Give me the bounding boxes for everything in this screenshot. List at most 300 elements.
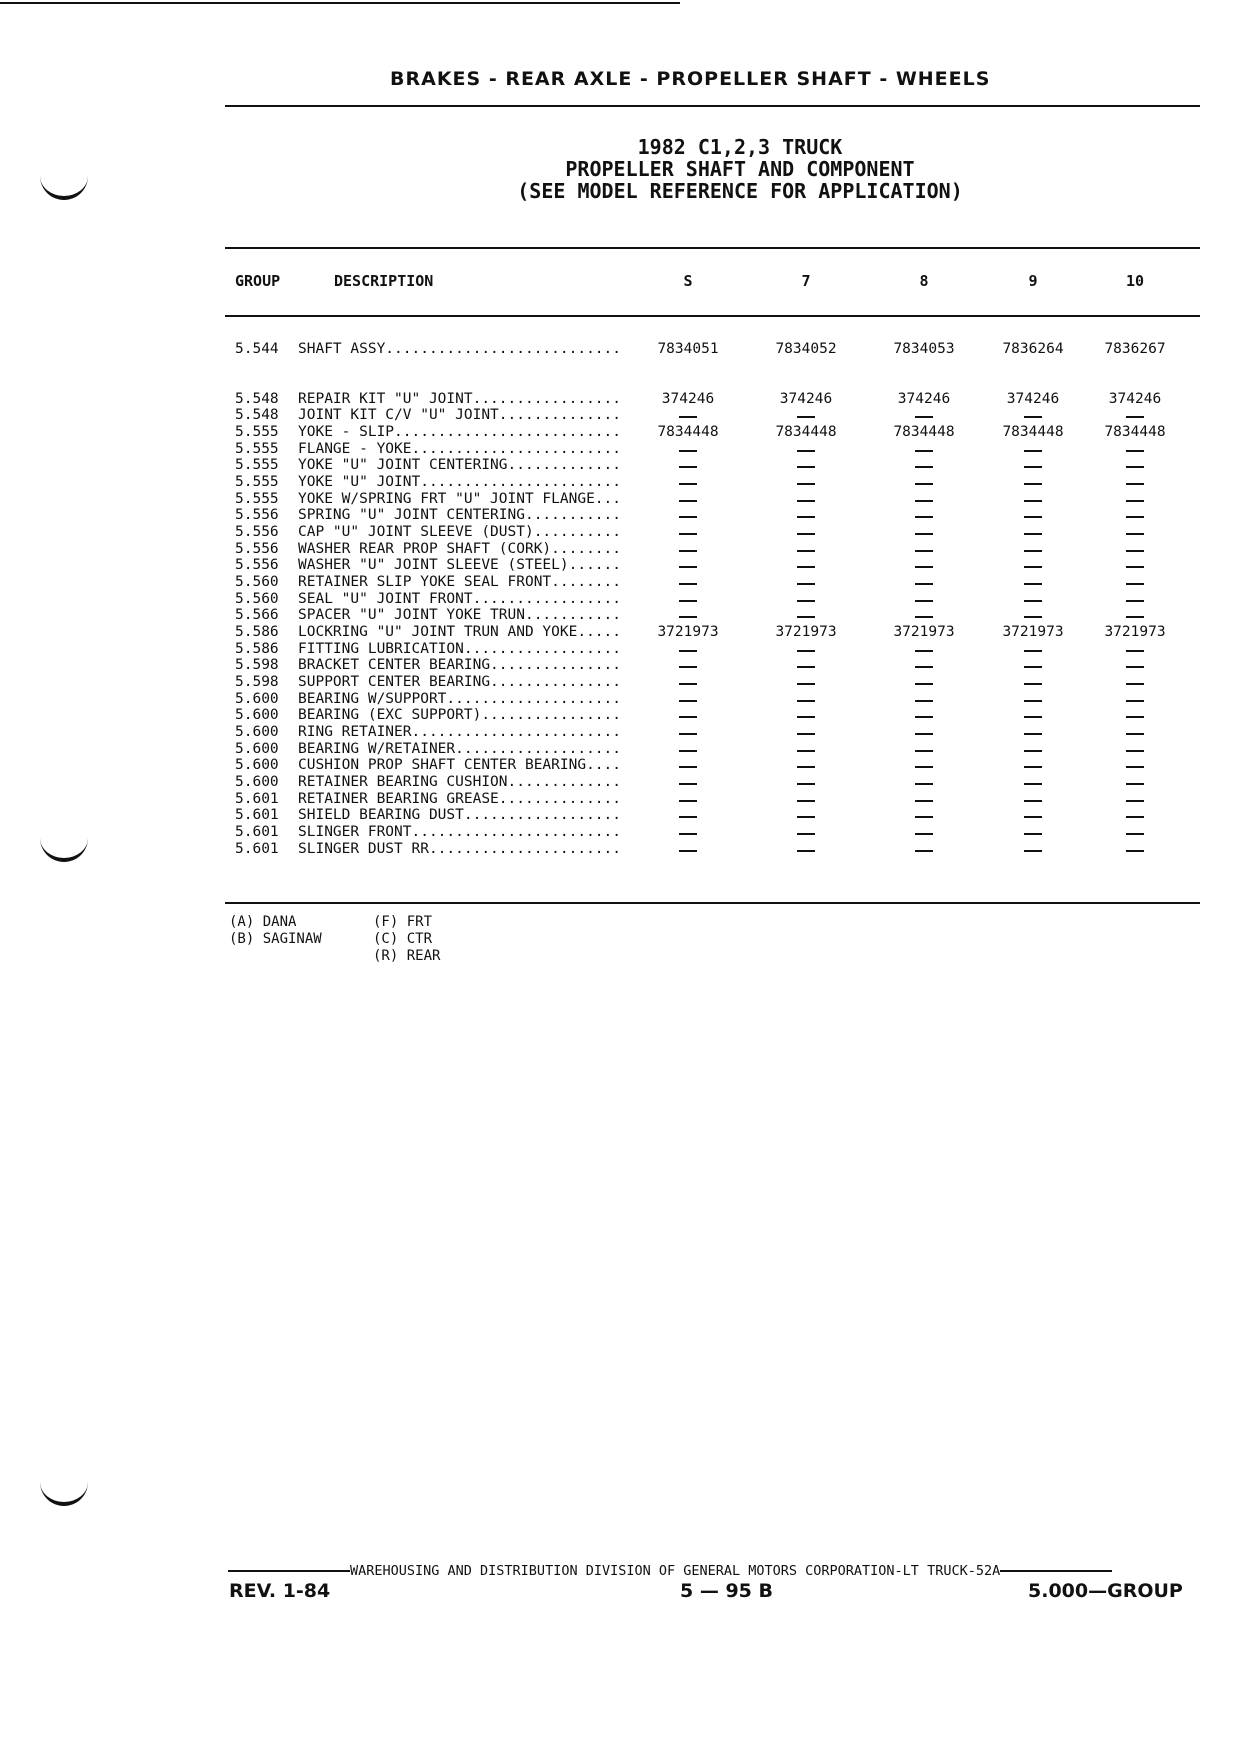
part-description: SLINGER DUST RR...................... [298,841,622,857]
not-applicable-dash [978,607,1088,624]
not-applicable-dash [869,807,979,824]
not-applicable-dash [1080,607,1190,624]
footer-division-text: WAREHOUSING AND DISTRIBUTION DIVISION OF GENERAL MOTORS CORPORATION-LT TRUCK-52A [350,1563,1001,1579]
dash-mark [915,650,933,652]
binder-hole-mark [40,172,88,200]
part-description: RETAINER BEARING GREASE.............. [298,791,622,807]
dash-mark [1024,466,1042,468]
dash-mark [1024,700,1042,702]
not-applicable-dash [1080,691,1190,708]
dash-mark [797,766,815,768]
not-applicable-dash [633,807,743,824]
part-description: WASHER REAR PROP SHAFT (CORK)........ [298,541,622,557]
group-number: 5.598 [235,657,279,673]
not-applicable-dash [1080,641,1190,658]
group-number: 5.556 [235,524,279,540]
not-applicable-dash [978,407,1088,424]
not-applicable-dash [978,674,1088,691]
not-applicable-dash [978,691,1088,708]
not-applicable-dash [869,824,979,841]
not-applicable-dash [869,657,979,674]
part-number: 7834448 [775,424,837,440]
group-number: 5.560 [235,574,279,590]
dash-mark [915,516,933,518]
not-applicable-dash [751,791,861,808]
dash-mark [1024,716,1042,718]
part-description: SPACER "U" JOINT YOKE TRUN........... [298,607,622,623]
dash-mark [1024,616,1042,618]
not-applicable-dash [978,791,1088,808]
top-edge-line [0,2,680,4]
table-row [0,841,1249,858]
not-applicable-dash [978,457,1088,474]
table-row [0,524,1249,541]
dash-mark [797,650,815,652]
dash-mark [1024,766,1042,768]
not-applicable-dash [869,457,979,474]
part-number: 374246 [1006,391,1060,407]
dash-mark [1024,800,1042,802]
dash-mark [1024,750,1042,752]
dash-mark [797,716,815,718]
dash-mark [797,516,815,518]
not-applicable-dash [633,707,743,724]
table-row [0,624,1249,641]
dash-mark [679,466,697,468]
dash-mark [915,716,933,718]
table-row [0,657,1249,674]
dash-mark [915,616,933,618]
part-description: SEAL "U" JOINT FRONT................. [298,591,622,607]
dash-mark [915,483,933,485]
part-number: 374246 [779,391,833,407]
part-number: 374246 [661,391,715,407]
dash-mark [797,733,815,735]
not-applicable-dash [1080,791,1190,808]
not-applicable-dash [751,557,861,574]
not-applicable-dash [1080,774,1190,791]
section-title: BRAKES - REAR AXLE - PROPELLER SHAFT - WHEELS [390,68,991,90]
not-applicable-dash [751,524,861,541]
not-applicable-dash [633,607,743,624]
not-applicable-dash [751,407,861,424]
not-applicable-dash [869,691,979,708]
dash-mark [1126,583,1144,585]
dash-mark [1126,466,1144,468]
dash-mark [1126,783,1144,785]
part-description: REPAIR KIT "U" JOINT................. [298,391,622,407]
part-description: SHAFT ASSY........................... [298,341,622,357]
group-number: 5.601 [235,841,279,857]
not-applicable-dash [633,774,743,791]
dash-mark [1126,816,1144,818]
dash-mark [1024,666,1042,668]
not-applicable-dash [633,524,743,541]
part-number: 374246 [897,391,951,407]
not-applicable-dash [1080,407,1190,424]
dash-mark [679,533,697,535]
group-number: 5.555 [235,457,279,473]
dash-mark [679,700,697,702]
not-applicable-dash [978,441,1088,458]
dash-mark [1126,733,1144,735]
not-applicable-dash [751,724,861,741]
not-applicable-dash [869,757,979,774]
not-applicable-dash [978,774,1088,791]
dash-mark [1126,600,1144,602]
header-rule [225,105,1200,107]
not-applicable-dash [1080,574,1190,591]
dash-mark [1024,650,1042,652]
dash-mark [1126,566,1144,568]
group-number: 5.601 [235,791,279,807]
not-applicable-dash [978,507,1088,524]
not-applicable-dash [978,474,1088,491]
dash-mark [915,733,933,735]
table-row [0,491,1249,508]
not-applicable-dash [751,457,861,474]
part-description: RETAINER SLIP YOKE SEAL FRONT........ [298,574,622,590]
dash-mark [679,650,697,652]
dash-mark [915,683,933,685]
not-applicable-dash [751,574,861,591]
note-item: (F) FRT [373,914,433,930]
note-item: (B) SAGINAW [229,931,322,947]
dash-mark [797,533,815,535]
not-applicable-dash [869,407,979,424]
table-row [0,607,1249,624]
group-number: 5.555 [235,491,279,507]
dash-mark [915,700,933,702]
dash-mark [1126,483,1144,485]
not-applicable-dash [978,557,1088,574]
dash-mark [679,783,697,785]
dash-mark [1024,850,1042,852]
not-applicable-dash [633,824,743,841]
title-line-2: PROPELLER SHAFT AND COMPONENT [565,157,915,181]
group-number: 5.600 [235,741,279,757]
dash-mark [915,816,933,818]
dash-mark [679,566,697,568]
table-row [0,474,1249,491]
footer-line [228,1563,1112,1579]
table-row [0,824,1249,841]
table-row [0,574,1249,591]
not-applicable-dash [978,757,1088,774]
dash-mark [679,483,697,485]
part-description: CUSHION PROP SHAFT CENTER BEARING.... [298,757,622,773]
dash-mark [797,750,815,752]
not-applicable-dash [869,557,979,574]
dash-mark [797,816,815,818]
not-applicable-dash [633,491,743,508]
column-header-model: 10 [1125,272,1145,290]
not-applicable-dash [633,657,743,674]
not-applicable-dash [633,591,743,608]
not-applicable-dash [1080,524,1190,541]
not-applicable-dash [633,841,743,858]
dash-mark [1126,550,1144,552]
part-description: FITTING LUBRICATION.................. [298,641,622,657]
part-number: 7834051 [657,341,719,357]
not-applicable-dash [751,807,861,824]
not-applicable-dash [1080,457,1190,474]
footer-rev: REV. 1-84 [229,1580,331,1602]
dash-mark [1126,500,1144,502]
not-applicable-dash [1080,491,1190,508]
not-applicable-dash [751,507,861,524]
dash-mark [915,600,933,602]
dash-mark [1024,483,1042,485]
dash-mark [1126,650,1144,652]
group-number: 5.586 [235,641,279,657]
not-applicable-dash [978,724,1088,741]
dash-mark [1126,516,1144,518]
part-description: BEARING W/SUPPORT.................... [298,691,622,707]
not-applicable-dash [869,774,979,791]
not-applicable-dash [1080,591,1190,608]
part-number: 3721973 [775,624,837,640]
dash-mark [679,766,697,768]
not-applicable-dash [1080,541,1190,558]
group-number: 5.601 [235,824,279,840]
note-item: (R) REAR [373,948,441,964]
column-header-model: 9 [1028,272,1038,290]
not-applicable-dash [869,541,979,558]
not-applicable-dash [633,474,743,491]
dash-mark [797,550,815,552]
not-applicable-dash [978,707,1088,724]
dash-mark [679,733,697,735]
dash-mark [1126,716,1144,718]
dash-mark [679,833,697,835]
dash-mark [679,750,697,752]
dash-mark [679,550,697,552]
part-description: BRACKET CENTER BEARING............... [298,657,622,673]
dash-mark [797,450,815,452]
group-number: 5.600 [235,724,279,740]
part-number: 7834448 [1002,424,1064,440]
part-description: LOCKRING "U" JOINT TRUN AND YOKE..... [298,624,622,640]
not-applicable-dash [869,474,979,491]
not-applicable-dash [633,407,743,424]
not-applicable-dash [633,691,743,708]
not-applicable-dash [869,441,979,458]
not-applicable-dash [978,741,1088,758]
dash-mark [1024,816,1042,818]
table-row [0,424,1249,441]
dash-mark [1024,733,1042,735]
not-applicable-dash [869,491,979,508]
dash-mark [797,833,815,835]
not-applicable-dash [1080,657,1190,674]
dash-mark [797,466,815,468]
notes-right [373,914,440,965]
not-applicable-dash [978,807,1088,824]
dash-mark [797,783,815,785]
not-applicable-dash [751,774,861,791]
part-number: 7834052 [775,341,837,357]
dash-mark [915,850,933,852]
not-applicable-dash [751,641,861,658]
dash-mark [679,616,697,618]
table-row [0,724,1249,741]
not-applicable-dash [751,757,861,774]
dash-mark [1126,450,1144,452]
part-description: SHIELD BEARING DUST.................. [298,807,622,823]
not-applicable-dash [633,724,743,741]
table-bottom-rule [225,902,1200,904]
not-applicable-dash [751,824,861,841]
not-applicable-dash [1080,741,1190,758]
not-applicable-dash [869,507,979,524]
part-description: SLINGER FRONT........................ [298,824,622,840]
page-title [440,136,1040,202]
dash-mark [915,783,933,785]
footer-group: 5.000—GROUP [1028,1580,1183,1602]
not-applicable-dash [633,641,743,658]
table-row [0,391,1249,408]
not-applicable-dash [1080,824,1190,841]
dash-mark [1126,416,1144,418]
dash-mark [797,800,815,802]
dash-mark [679,416,697,418]
group-number: 5.560 [235,591,279,607]
dash-mark [679,600,697,602]
part-description: BEARING (EXC SUPPORT)................ [298,707,622,723]
column-header-description: DESCRIPTION [334,272,434,290]
part-number: 3721973 [893,624,955,640]
notes-left [229,914,322,948]
dash-mark [1126,766,1144,768]
dash-mark [915,466,933,468]
not-applicable-dash [869,674,979,691]
dash-mark [1024,550,1042,552]
footer-line-rule-right [1000,1570,1112,1572]
table-row [0,341,1249,358]
group-number: 5.555 [235,474,279,490]
table-row [0,791,1249,808]
not-applicable-dash [633,557,743,574]
part-description: YOKE - SLIP.......................... [298,424,622,440]
not-applicable-dash [751,591,861,608]
not-applicable-dash [751,674,861,691]
not-applicable-dash [978,491,1088,508]
footer-line-rule-left [228,1570,350,1572]
part-number: 7834448 [1104,424,1166,440]
not-applicable-dash [869,607,979,624]
part-description: YOKE "U" JOINT....................... [298,474,622,490]
note-item: (A) DANA [229,914,297,930]
dash-mark [679,450,697,452]
not-applicable-dash [1080,707,1190,724]
not-applicable-dash [633,757,743,774]
dash-mark [1126,850,1144,852]
not-applicable-dash [869,524,979,541]
dash-mark [915,416,933,418]
dash-mark [1024,533,1042,535]
title-line-3: (SEE MODEL REFERENCE FOR APPLICATION) [517,179,963,203]
not-applicable-dash [869,591,979,608]
dash-mark [797,616,815,618]
dash-mark [679,850,697,852]
dash-mark [915,566,933,568]
part-number: 374246 [1108,391,1162,407]
dash-mark [797,500,815,502]
dash-mark [915,766,933,768]
not-applicable-dash [869,841,979,858]
not-applicable-dash [869,574,979,591]
dash-mark [679,683,697,685]
part-number: 3721973 [1104,624,1166,640]
not-applicable-dash [751,707,861,724]
table-row [0,757,1249,774]
table-row [0,641,1249,658]
not-applicable-dash [1080,807,1190,824]
footer-page-number: 5 — 95 B [680,1580,773,1602]
dash-mark [797,850,815,852]
not-applicable-dash [978,541,1088,558]
dash-mark [679,716,697,718]
not-applicable-dash [978,574,1088,591]
part-description: BEARING W/RETAINER................... [298,741,622,757]
table-row [0,507,1249,524]
group-number: 5.598 [235,674,279,690]
dash-mark [1126,833,1144,835]
note-item: (C) CTR [373,931,433,947]
dash-mark [915,800,933,802]
group-number: 5.556 [235,541,279,557]
dash-mark [1126,800,1144,802]
dash-mark [679,816,697,818]
dash-mark [679,500,697,502]
not-applicable-dash [751,841,861,858]
part-description: RING RETAINER........................ [298,724,622,740]
part-description: FLANGE - YOKE........................ [298,441,622,457]
not-applicable-dash [633,574,743,591]
part-number: 7834448 [893,424,955,440]
table-row [0,591,1249,608]
dash-mark [1126,616,1144,618]
dash-mark [797,700,815,702]
dash-mark [797,666,815,668]
dash-mark [797,566,815,568]
dash-mark [1126,750,1144,752]
dash-mark [915,833,933,835]
part-number: 3721973 [1002,624,1064,640]
not-applicable-dash [751,541,861,558]
part-number: 3721973 [657,624,719,640]
group-number: 5.566 [235,607,279,623]
table-row [0,674,1249,691]
dash-mark [797,600,815,602]
column-header-model: S [683,272,693,290]
dash-mark [679,516,697,518]
not-applicable-dash [633,507,743,524]
not-applicable-dash [978,641,1088,658]
dash-mark [797,583,815,585]
part-description: WASHER "U" JOINT SLEEVE (STEEL)...... [298,557,622,573]
not-applicable-dash [751,657,861,674]
part-description: SPRING "U" JOINT CENTERING........... [298,507,622,523]
column-header-group: GROUP [235,272,281,290]
part-description: CAP "U" JOINT SLEEVE (DUST).......... [298,524,622,540]
table-row [0,807,1249,824]
not-applicable-dash [633,741,743,758]
not-applicable-dash [869,641,979,658]
dash-mark [915,666,933,668]
dash-mark [1024,450,1042,452]
